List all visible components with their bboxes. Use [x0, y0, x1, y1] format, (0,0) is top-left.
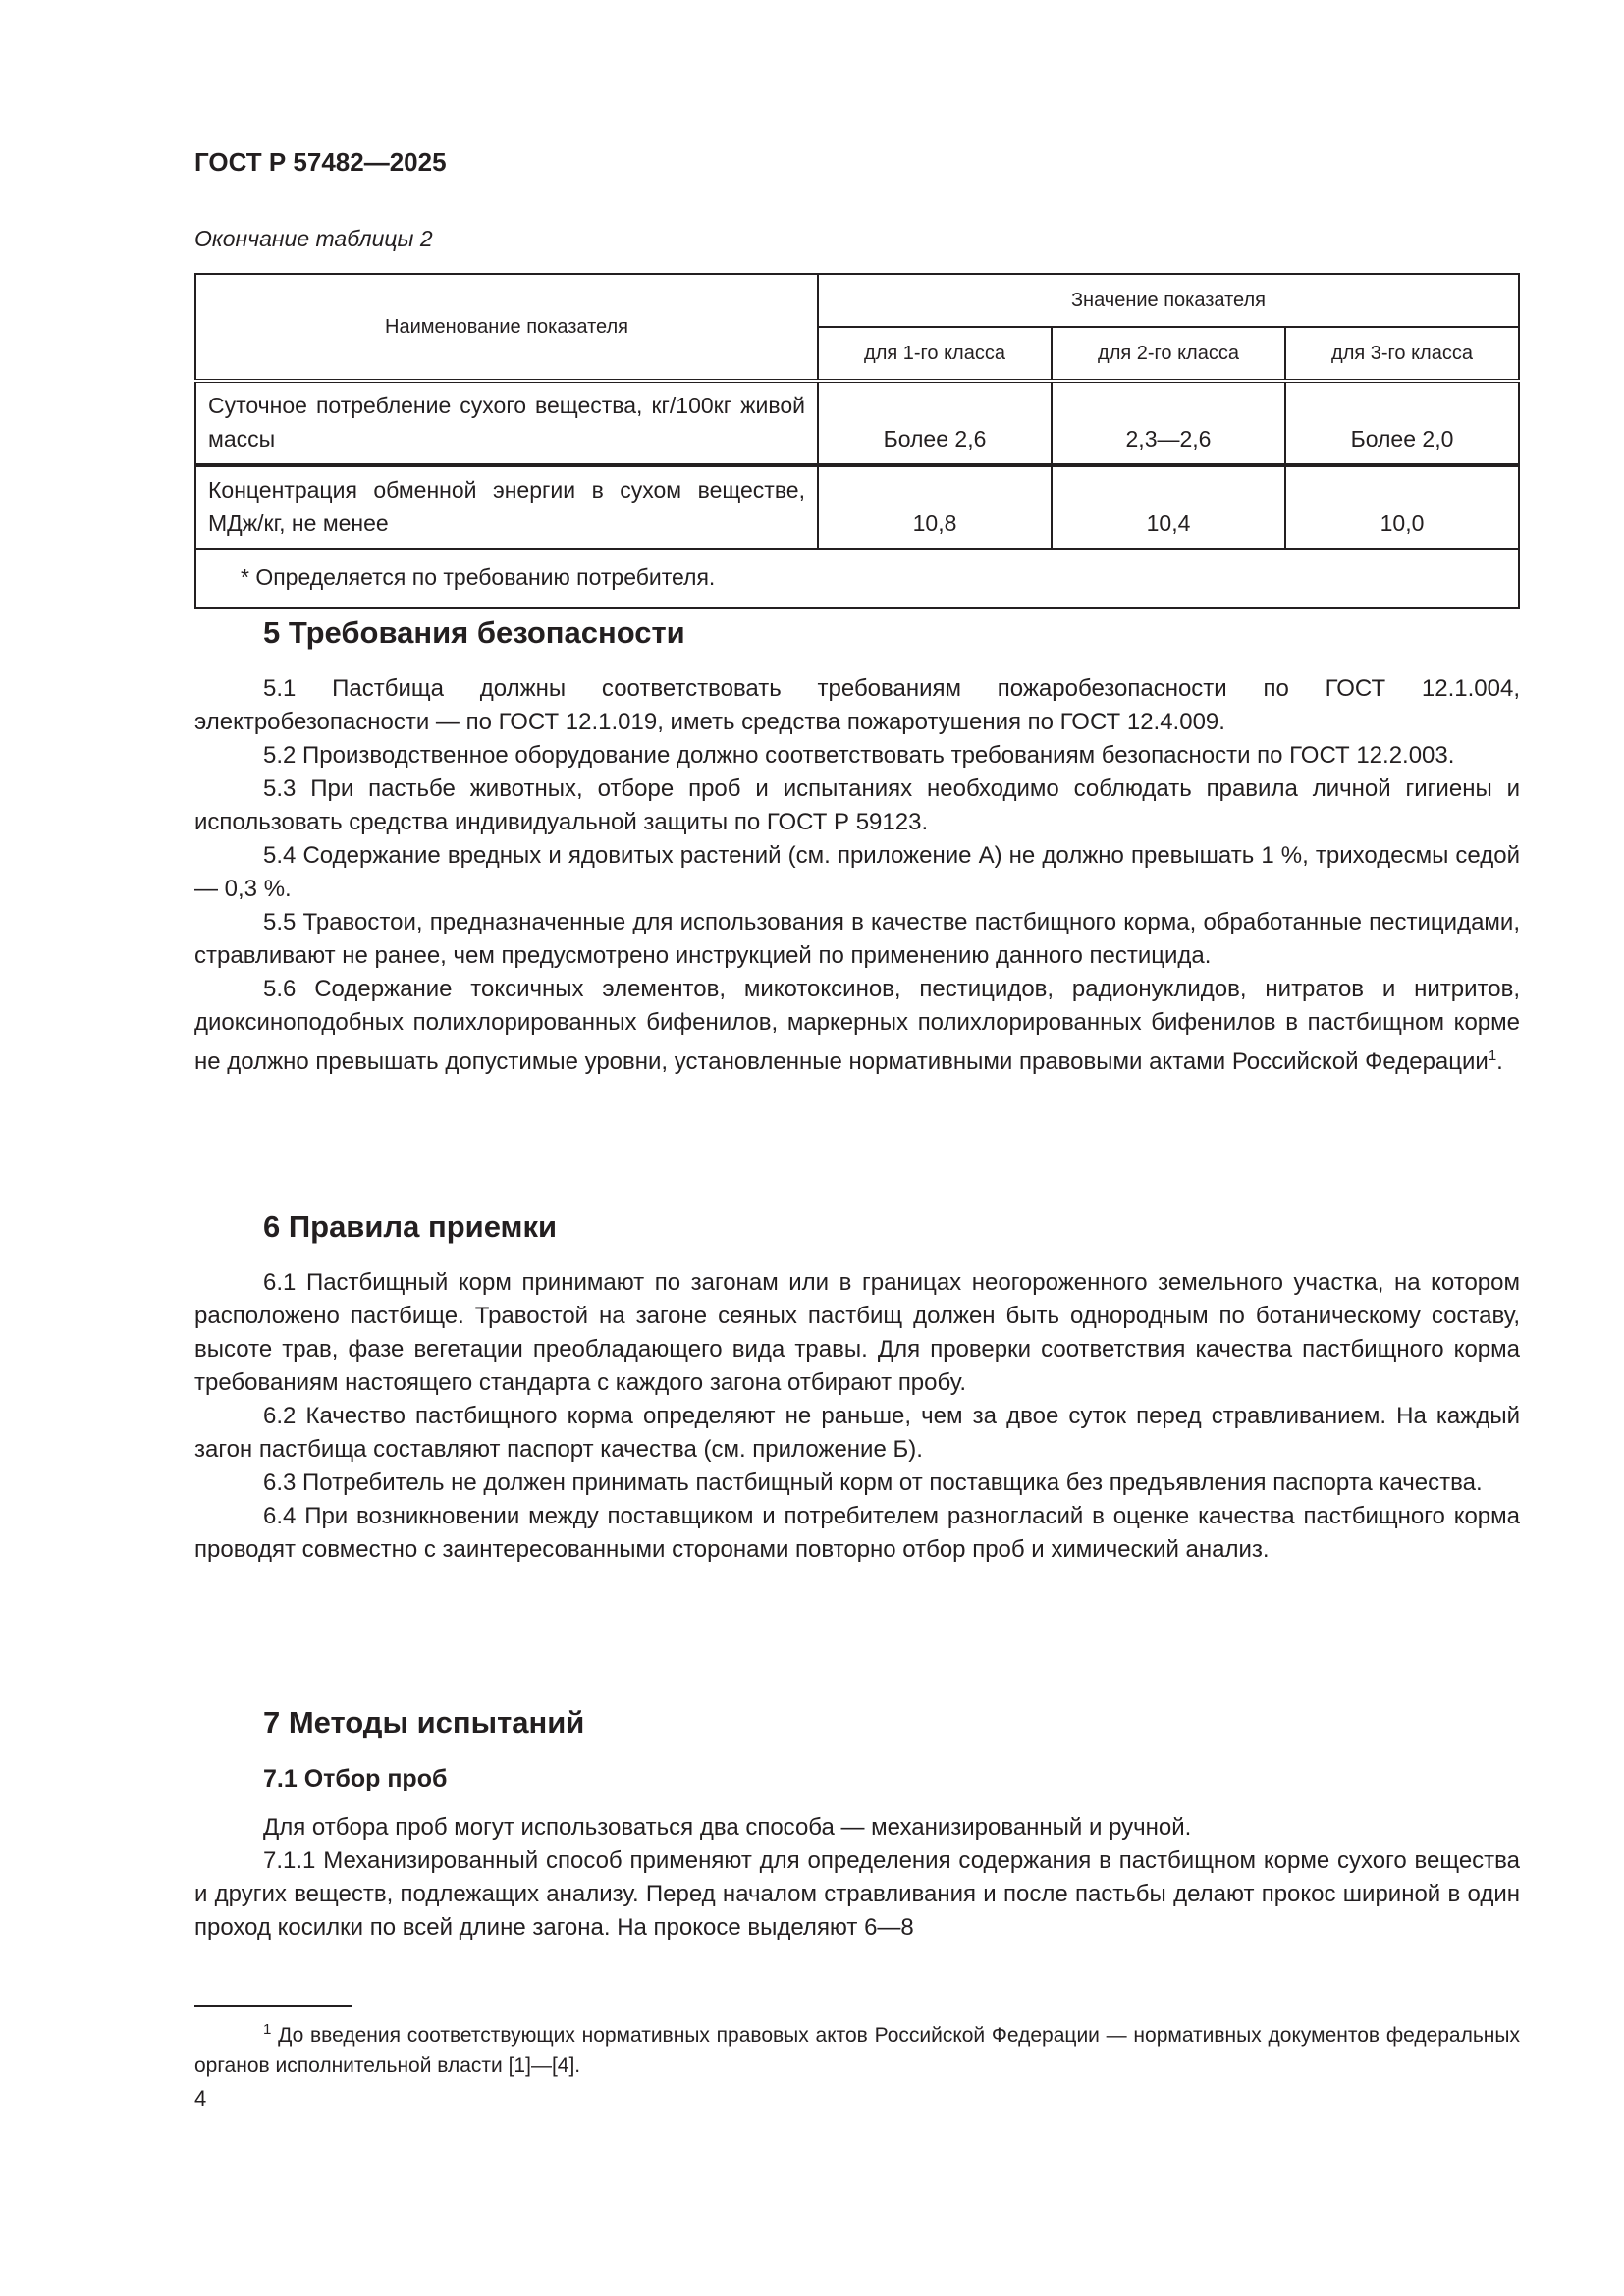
section-title: 6 Правила приемки [263, 1209, 558, 1244]
col-header-class-3: для 3-го класса [1285, 327, 1519, 381]
paragraph: 5.1 Пастбища должны соответствовать требованиям пожаробезопасности по ГОСТ 12.1.004, электробезопасности — по ГОСТ 12.1.019, иметь средства пожаротушения по ГОСТ 12.4.009. [194, 675, 1520, 735]
document-header: ГОСТ Р 57482—2025 [194, 147, 447, 177]
cell-value: 10,8 [818, 465, 1052, 549]
col-header-name: Наименование показателя [195, 274, 818, 381]
footnote [194, 2014, 1520, 2081]
paragraph: 6.4 При возникновении между поставщиком и потребителем разногласий в оценке качества пастбищного корма проводят совместно с заинтересованными сторонами повторно отбор проб и химический анализ. [194, 1503, 1520, 1563]
table-row [195, 465, 1519, 549]
col-header-class-2: для 2-го класса [1052, 327, 1285, 381]
cell-value: 10,0 [1285, 465, 1519, 549]
footnote-divider [194, 2005, 352, 2007]
paragraph-text: 5.6 Содержание токсичных элементов, микотоксинов, пестицидов, радионуклидов, нитратов и нитритов, диоксиноподобных полихлорированных бифенилов, маркерных полихлорированных бифенилов в пастбищном корме не должно превышать допустимые уровни, установленные нормативными правовыми актами Российской Федерации [194, 976, 1520, 1075]
section-5 [194, 614, 1520, 1079]
paragraph: 6.1 Пастбищный корм принимают по загонам или в границах неогороженного земельного участка, на котором расположено пастбище. Травостой на загоне сеяных пастбищ должен быть однородным по ботаническому составу, высоте трав, фазе вегетации преобладающего вида травы. Для проверки соответствия качества пастбищного корма требованиям настоящего стандарта с каждого загона отбирают пробу. [194, 1269, 1520, 1396]
paragraph: 5.6 Содержание токсичных элементов, микотоксинов, пестицидов, радионуклидов, нитратов и нитритов, диоксиноподобных полихлорированных бифенилов, маркерных полихлорированных бифенилов в пастбищном корме не должно превышать допустимые уровни, установленные нормативными правовыми актами Российской Федерации$^1$. [194, 976, 1520, 1075]
row-name: Концентрация обменной энергии в сухом веществе, МДж/кг, не менее [195, 465, 818, 549]
paragraph: 5.4 Содержание вредных и ядовитых растений (см. приложение А) не должно превышать 1 %, триходесмы седой — 0,3 %. [194, 842, 1520, 902]
footnote-number: 1 [263, 2021, 272, 2038]
section-6 [194, 1207, 1520, 1567]
footnote-text: До введения соответствующих нормативных правовых актов Российской Федерации — нормативных документов федеральных органов исполнительной власти [1]—[4]. [194, 2024, 1521, 2077]
cell-value: Более 2,0 [1285, 381, 1519, 465]
table-caption: Окончание таблицы 2 [194, 226, 433, 251]
section-title: 7 Методы испытаний [263, 1705, 585, 1739]
cell-value: 2,3—2,6 [1052, 381, 1285, 465]
footnote-ref[interactable]: 1 [1488, 1047, 1497, 1064]
paragraph: 5.2 Производственное оборудование должно соответствовать требованиям безопасности по ГОСТ 12.2.003. [263, 742, 1455, 769]
paragraph: 5.3 При пастьбе животных, отборе проб и испытаниях необходимо соблюдать правила личной гигиены и использовать средства индивидуальной защиты по ГОСТ Р 59123. [194, 775, 1520, 835]
table-2 [194, 273, 1520, 609]
section-7 [194, 1703, 1520, 1945]
paragraph: Для отбора проб могут использоваться два способа — механизированный и ручной. [263, 1814, 1192, 1841]
section-title: 5 Требования безопасности [263, 615, 685, 650]
cell-value: 10,4 [1052, 465, 1285, 549]
paragraph: 7.1.1 Механизированный способ применяют для определения содержания в пастбищном корме сухого вещества и других веществ, подлежащих анализу. Перед началом стравливания и после пастьбы делают прокос шириной в один проход косилки по всей длине загона. На прокосе выделяют 6—8 [194, 1847, 1520, 1941]
paragraph: 5.5 Травостои, предназначенные для использования в качестве пастбищного корма, обработанные пестицидами, стравливают не ранее, чем предусмотрено инструкцией по применению данного пестицида. [194, 909, 1520, 969]
row-name: Суточное потребление сухого вещества, кг/100кг живой массы [195, 381, 818, 465]
page-number: 4 [194, 2086, 207, 2110]
subsection-title: 7.1 Отбор проб [263, 1765, 448, 1792]
col-header-value: Значение показателя [818, 274, 1519, 327]
paragraph: 6.2 Качество пастбищного корма определяют не раньше, чем за двое суток перед стравливанием. На каждый загон пастбища составляют паспорт качества (см. приложение Б). [194, 1403, 1520, 1463]
table-note: * Определяется по требованию потребителя. [195, 549, 1519, 608]
cell-value: Более 2,6 [818, 381, 1052, 465]
col-header-class-1: для 1-го класса [818, 327, 1052, 381]
paragraph: 6.3 Потребитель не должен принимать пастбищный корм от поставщика без предъявления паспорта качества. [263, 1469, 1483, 1496]
table-row [195, 381, 1519, 465]
